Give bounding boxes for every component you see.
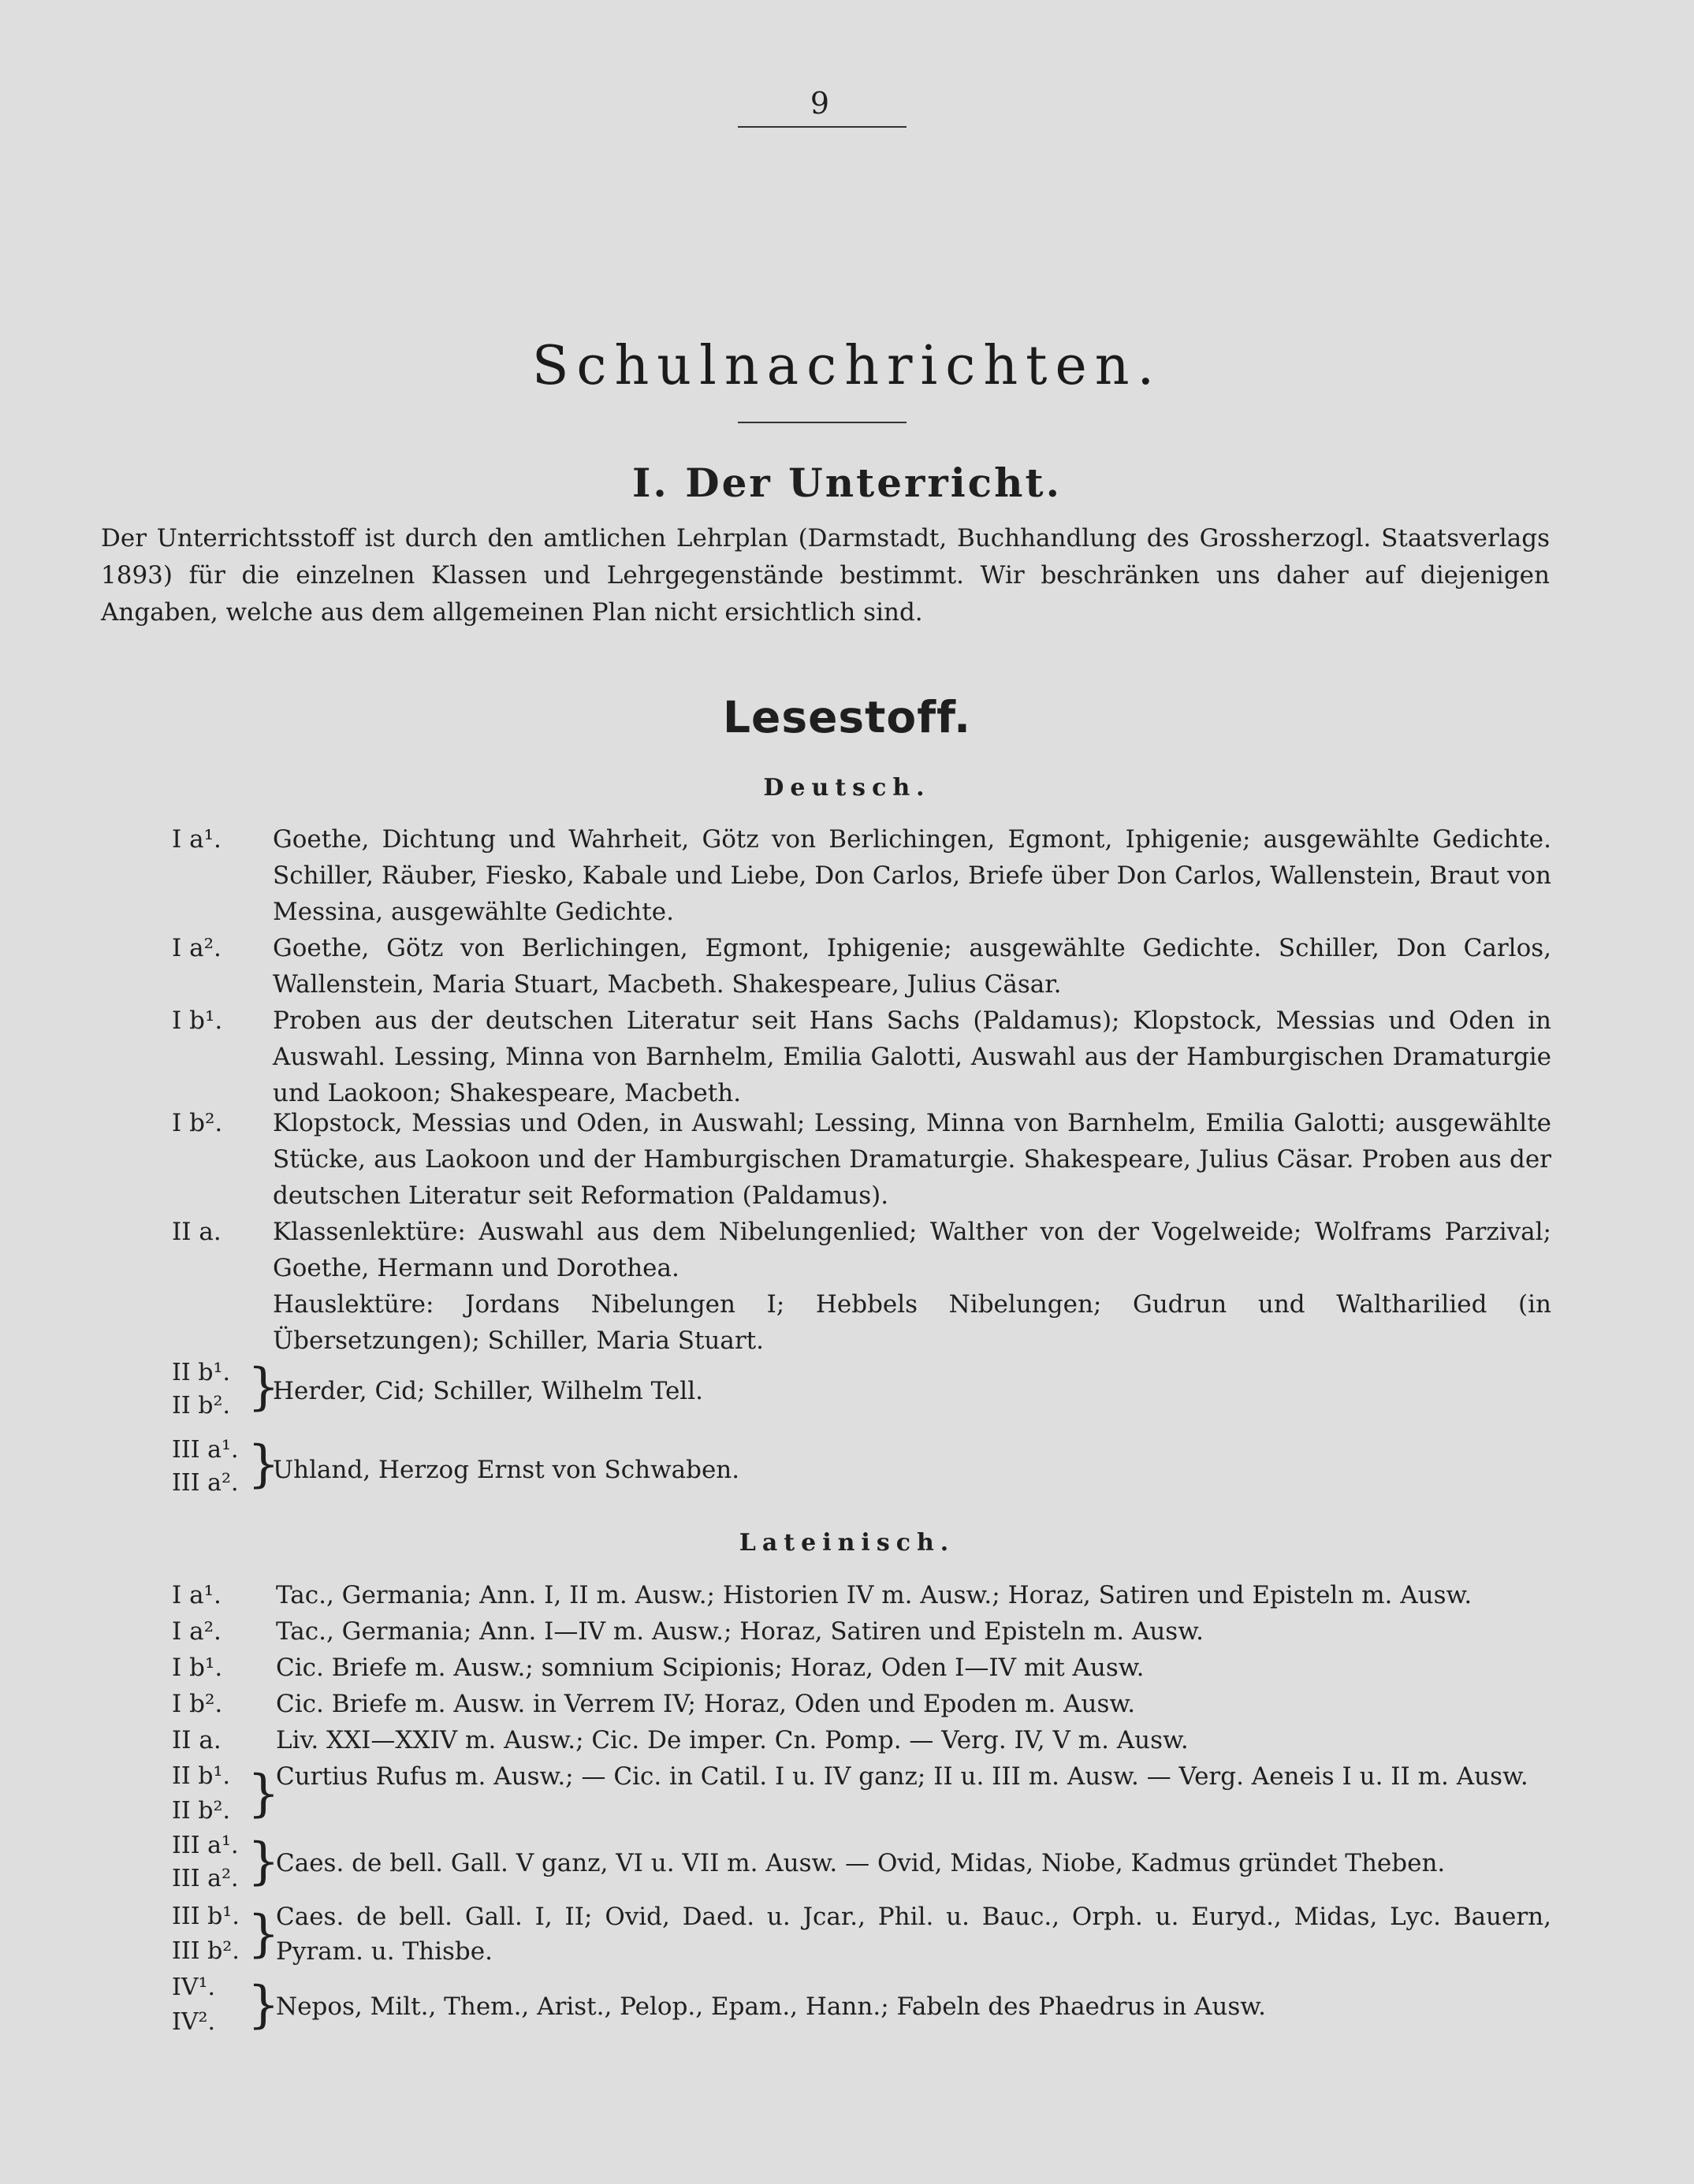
reading-list: Tac., Germania; Ann. I—IV m. Ausw.; Horaz, Satiren und Episteln m. Ausw.	[276, 1617, 1204, 1646]
brace: }	[248, 1435, 280, 1494]
class-label-2: III a².	[172, 1469, 239, 1497]
lesestoff-heading: Lesestoff.	[723, 692, 971, 742]
reading-list: Caes. de bell. Gall. I, II; Ovid, Daed. u. Jcar., Phil. u. Bauc., Orph. u. Euryd., Midas, Lyc. Bauern, Pyram. u. Thisbe.	[276, 1903, 1551, 1966]
brace: }	[248, 1905, 280, 1963]
class-label: I a².	[172, 1617, 222, 1646]
section-heading: I. Der Unterricht.	[632, 459, 1062, 506]
class-label-2: IV².	[172, 2008, 216, 2036]
reading-list: Nepos, Milt., Them., Arist., Pelop., Epam., Hann.; Fabeln des Phaedrus in Ausw.	[276, 1992, 1266, 2021]
brace: }	[248, 1765, 280, 1823]
class-label-2: III b².	[172, 1937, 240, 1965]
class-label: III a¹.	[172, 1832, 239, 1859]
reading-list: Tac., Germania; Ann. I, II m. Ausw.; Historien IV m. Ausw.; Horaz, Satiren und Episteln m. Ausw.	[276, 1581, 1472, 1609]
class-label: I a¹.	[172, 1581, 222, 1609]
reading-list: Proben aus der deutschen Literatur seit Hans Sachs (Paldamus); Klopstock, Messias und Oden in Auswahl. Lessing, Minna von Barnhelm, Emilia Galotti, Auswahl aus der Hamburgischen Dramaturgie und Laokoon; Shakespeare, Macbeth.	[273, 1006, 1551, 1107]
title-rule	[738, 422, 907, 423]
hauslektuere: Hauslektüre: Jordans Nibelungen I; Hebbels Nibelungen; Gudrun und Waltharilied (in Übersetzungen); Schiller, Maria Stuart.	[273, 1290, 1551, 1355]
class-label-2: III a².	[172, 1865, 239, 1892]
reading-list: Cic. Briefe m. Ausw.; somnium Scipionis; Horaz, Oden I—IV mit Ausw.	[276, 1654, 1145, 1682]
reading-list: Curtius Rufus m. Ausw.; — Cic. in Catil. I u. IV ganz; II u. III m. Ausw. — Verg. Aeneis I u. II m. Ausw.	[276, 1762, 1528, 1791]
class-label: II b¹.	[172, 1762, 231, 1790]
class-label: I b¹.	[172, 1006, 223, 1035]
lateinisch-heading: Lateinisch.	[739, 1529, 955, 1557]
reading-list: Liv. XXI—XXIV m. Ausw.; Cic. De imper. Cn. Pomp. — Verg. IV, V m. Ausw.	[276, 1726, 1189, 1754]
brace: }	[248, 1976, 280, 2034]
class-label: I b¹.	[172, 1654, 223, 1682]
class-label: II a.	[172, 1726, 222, 1754]
reading-list: Goethe, Dichtung und Wahrheit, Götz von Berlichingen, Egmont, Iphigenie; ausgewählte Gedichte. Schiller, Räuber, Fiesko, Kabale und Liebe, Don Carlos, Briefe über Don Carlos, Wallenstein, Braut von Messina, ausgewählte Gedichte.	[273, 825, 1551, 926]
class-label: III b¹.	[172, 1903, 240, 1930]
page-title: Schulnachrichten.	[531, 335, 1163, 397]
class-label-2: II b².	[172, 1797, 231, 1825]
reading-list: Herder, Cid; Schiller, Wilhelm Tell.	[273, 1377, 703, 1405]
brace: }	[248, 1832, 280, 1891]
class-label: II b¹.	[172, 1359, 231, 1386]
brace: }	[248, 1358, 280, 1416]
reading-list: Klopstock, Messias und Oden, in Auswahl; Lessing, Minna von Barnhelm, Emilia Galotti; ausgewählte Stücke, aus Laokoon und der Hamburgischen Dramaturgie. Shakespeare, Julius Cäsar. Proben aus der deutschen Literatur seit Reformation (Paldamus).	[273, 1109, 1551, 1210]
deutsch-heading: Deutsch.	[763, 774, 931, 802]
reading-list: Goethe, Götz von Berlichingen, Egmont, Iphigenie; ausgewählte Gedichte. Schiller, Don Carlos, Wallenstein, Maria Stuart, Macbeth. Shakespeare, Julius Cäsar.	[273, 934, 1551, 999]
reading-list	[273, 1214, 1551, 1359]
class-label: I b².	[172, 1109, 223, 1137]
class-label: II a.	[172, 1218, 222, 1246]
class-label: I b².	[172, 1690, 223, 1718]
klassenlektuere: Klassenlektüre: Auswahl aus dem Nibelungenlied; Walther von der Vogelweide; Wolframs Parzival; Goethe, Hermann und Dorothea.	[273, 1218, 1551, 1282]
page-number-rule	[738, 126, 907, 128]
class-label: I a¹.	[172, 825, 222, 854]
reading-list: Uhland, Herzog Ernst von Schwaben.	[273, 1456, 740, 1484]
intro-paragraph: Der Unterrichtsstoff ist durch den amtlichen Lehrplan (Darmstadt, Buchhandlung des Grossherzogl. Staatsverlags 1893) für die einzelnen Klassen und Lehrgegenstände bestimmt. Wir beschränken uns daher auf diejenigen Angaben, welche aus dem allgemeinen Plan nicht ersichtlich sind.	[101, 524, 1550, 627]
class-label: I a².	[172, 934, 222, 962]
class-label: III a¹.	[172, 1436, 239, 1464]
class-label-2: II b².	[172, 1392, 231, 1419]
page-number: 9	[810, 86, 830, 121]
class-label: IV¹.	[172, 1974, 216, 2001]
reading-list: Cic. Briefe m. Ausw. in Verrem IV; Horaz, Oden und Epoden m. Ausw.	[276, 1690, 1136, 1718]
reading-list: Caes. de bell. Gall. V ganz, VI u. VII m. Ausw. — Ovid, Midas, Niobe, Kadmus gründet Theben.	[276, 1849, 1446, 1877]
